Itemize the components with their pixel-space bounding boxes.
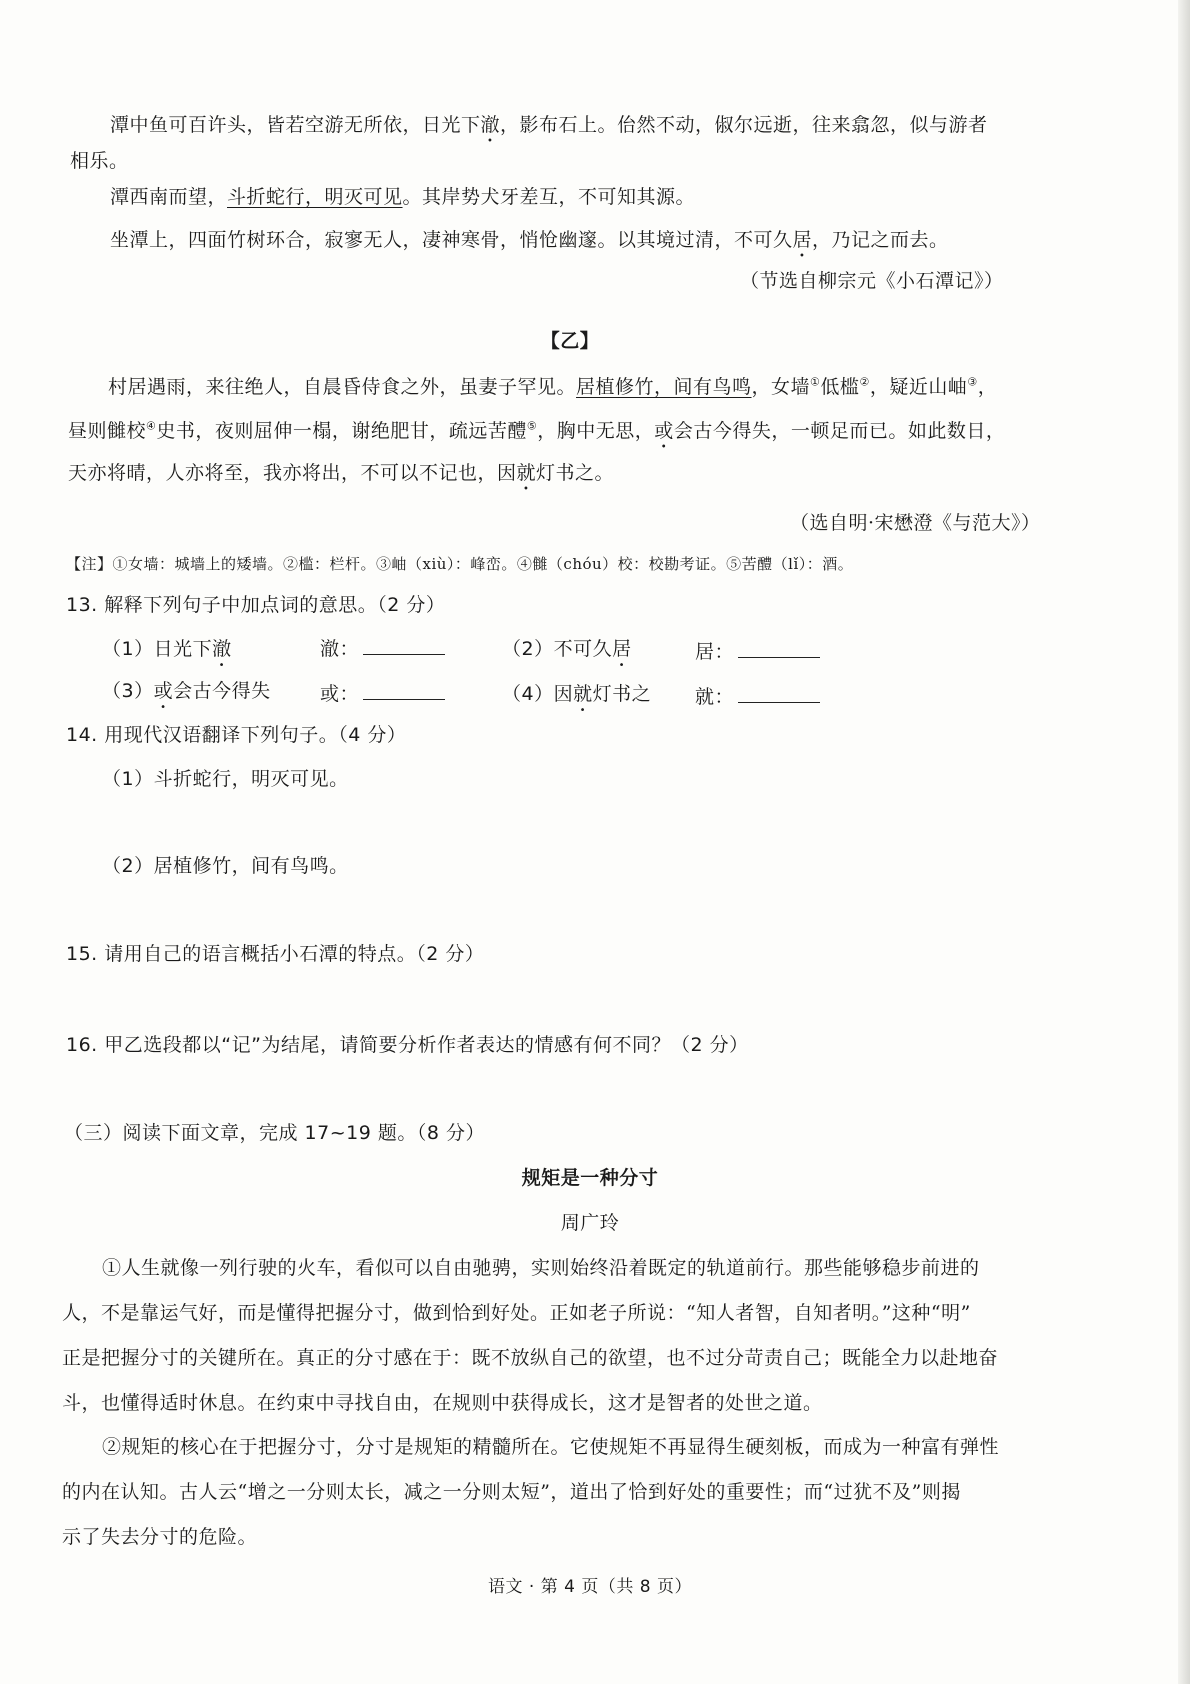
jia-p3: 坐潭上，四面竹树环合，寂寥无人，凄神寒骨，悄怆幽邃。以其境过清，不可久居，乃记之而去。 xyxy=(110,229,949,251)
q13-item4-answer: 就： xyxy=(695,684,820,710)
section-three-heading: （三）阅读下面文章，完成 17~19 题。（8 分） xyxy=(64,1122,485,1144)
article-p1-line4: 斗，也懂得适时休息。在约束中寻找自由，在规则中获得成长，这才是智者的处世之道。 xyxy=(62,1392,823,1414)
annotation-note: 【注】①女墙：城墙上的矮墙。②槛：栏杆。③岫（xiù）：峰峦。④雠（chóu）校：校勘考证。⑤苦醴（lǐ）：酒。 xyxy=(66,555,854,573)
q14-sentence1: （1）斗折蛇行，明灭可见。 xyxy=(102,768,349,790)
q13-item3: （3）或会古今得失 xyxy=(102,680,271,702)
article-author: 周广玲 xyxy=(560,1212,620,1234)
article-p1-line2: 人，不是靠运气好，而是懂得把握分寸，做到恰到好处。正如老子所说：“知人者智，自知者明。”这种“明” xyxy=(62,1302,971,1324)
answer-blank[interactable] xyxy=(738,684,820,703)
answer-blank[interactable] xyxy=(363,636,445,655)
article-title: 规矩是一种分寸 xyxy=(521,1167,659,1189)
yi-heading: 【乙】 xyxy=(540,330,600,352)
jia-p1-line1: 潭中鱼可百许头，皆若空游无所依，日光下澈，影布石上。佁然不动，俶尔远逝，往来翕忽，似与游者 xyxy=(110,114,988,136)
q13-item2: （2）不可久居 xyxy=(502,638,632,660)
yi-line2: 昼则雠校④史书，夜则屈伸一榻，谢绝肥甘，疏远苦醴⑤，胸中无思，或会古今得失，一顿足而已。如此数日， xyxy=(68,419,1006,442)
article-p1-line3: 正是把握分寸的关键所在。真正的分寸感在于：既不放纵自己的欲望，也不过分苛责自己；既能全力以赴地奋 xyxy=(62,1347,999,1369)
q13-item4: （4）因就灯书之 xyxy=(502,683,652,705)
answer-blank[interactable] xyxy=(363,681,445,700)
article-p1-line1: ①人生就像一列行驶的火车，看似可以自由驰骋，实则始终沿着既定的轨道前行。那些能够稳步前进的 xyxy=(102,1257,980,1279)
q13-item1-answer: 澈： xyxy=(320,636,445,662)
q14-sentence2: （2）居植修竹，间有鸟鸣。 xyxy=(102,855,349,877)
answer-blank[interactable] xyxy=(738,639,820,658)
yi-source: （选自明·宋懋澄《与范大》） xyxy=(790,512,1041,534)
scan-edge xyxy=(1178,0,1190,1684)
jia-source: （节选自柳宗元《小石潭记》） xyxy=(740,270,1004,292)
article-p2-line3: 示了失去分寸的危险。 xyxy=(62,1526,258,1548)
underlined-sentence: 斗折蛇行，明灭可见 xyxy=(227,186,403,208)
jia-p2: 潭西南而望，斗折蛇行，明灭可见。其岸势犬牙差互，不可知其源。 xyxy=(110,186,696,208)
article-p2-line2: 的内在认知。古人云“增之一分则太长，减之一分则太短”，道出了恰到好处的重要性；而“过犹不及”则揭 xyxy=(62,1481,961,1503)
q15: 15. 请用自己的语言概括小石潭的特点。（2 分） xyxy=(66,943,485,965)
yi-line3: 天亦将晴，人亦将至，我亦将出，不可以不记也，因就灯书之。 xyxy=(68,462,615,484)
q13-item1: （1）日光下澈 xyxy=(102,638,232,660)
q14-stem: 14. 用现代汉语翻译下列句子。（4 分） xyxy=(66,724,407,746)
article-p2-line1: ②规矩的核心在于把握分寸，分寸是规矩的精髓所在。它使规矩不再显得生硬刻板，而成为一种富有弹性 xyxy=(102,1436,1000,1458)
q13-stem: 13. 解释下列句子中加点词的意思。（2 分） xyxy=(66,594,446,616)
page-footer: 语文 · 第 4 页（共 8 页） xyxy=(488,1577,692,1597)
q13-item2-answer: 居： xyxy=(695,639,820,665)
jia-p1-line2: 相乐。 xyxy=(70,150,129,172)
yi-line1: 村居遇雨，来往绝人，自晨昏侍食之外，虽妻子罕见。居植修竹，间有鸟鸣，女墙①低槛②，疑近山岫③， xyxy=(108,375,998,398)
q13-item3-answer: 或： xyxy=(320,681,445,707)
q16: 16. 甲乙选段都以“记”为结尾，请简要分析作者表达的情感有何不同？（2 分） xyxy=(66,1034,749,1056)
